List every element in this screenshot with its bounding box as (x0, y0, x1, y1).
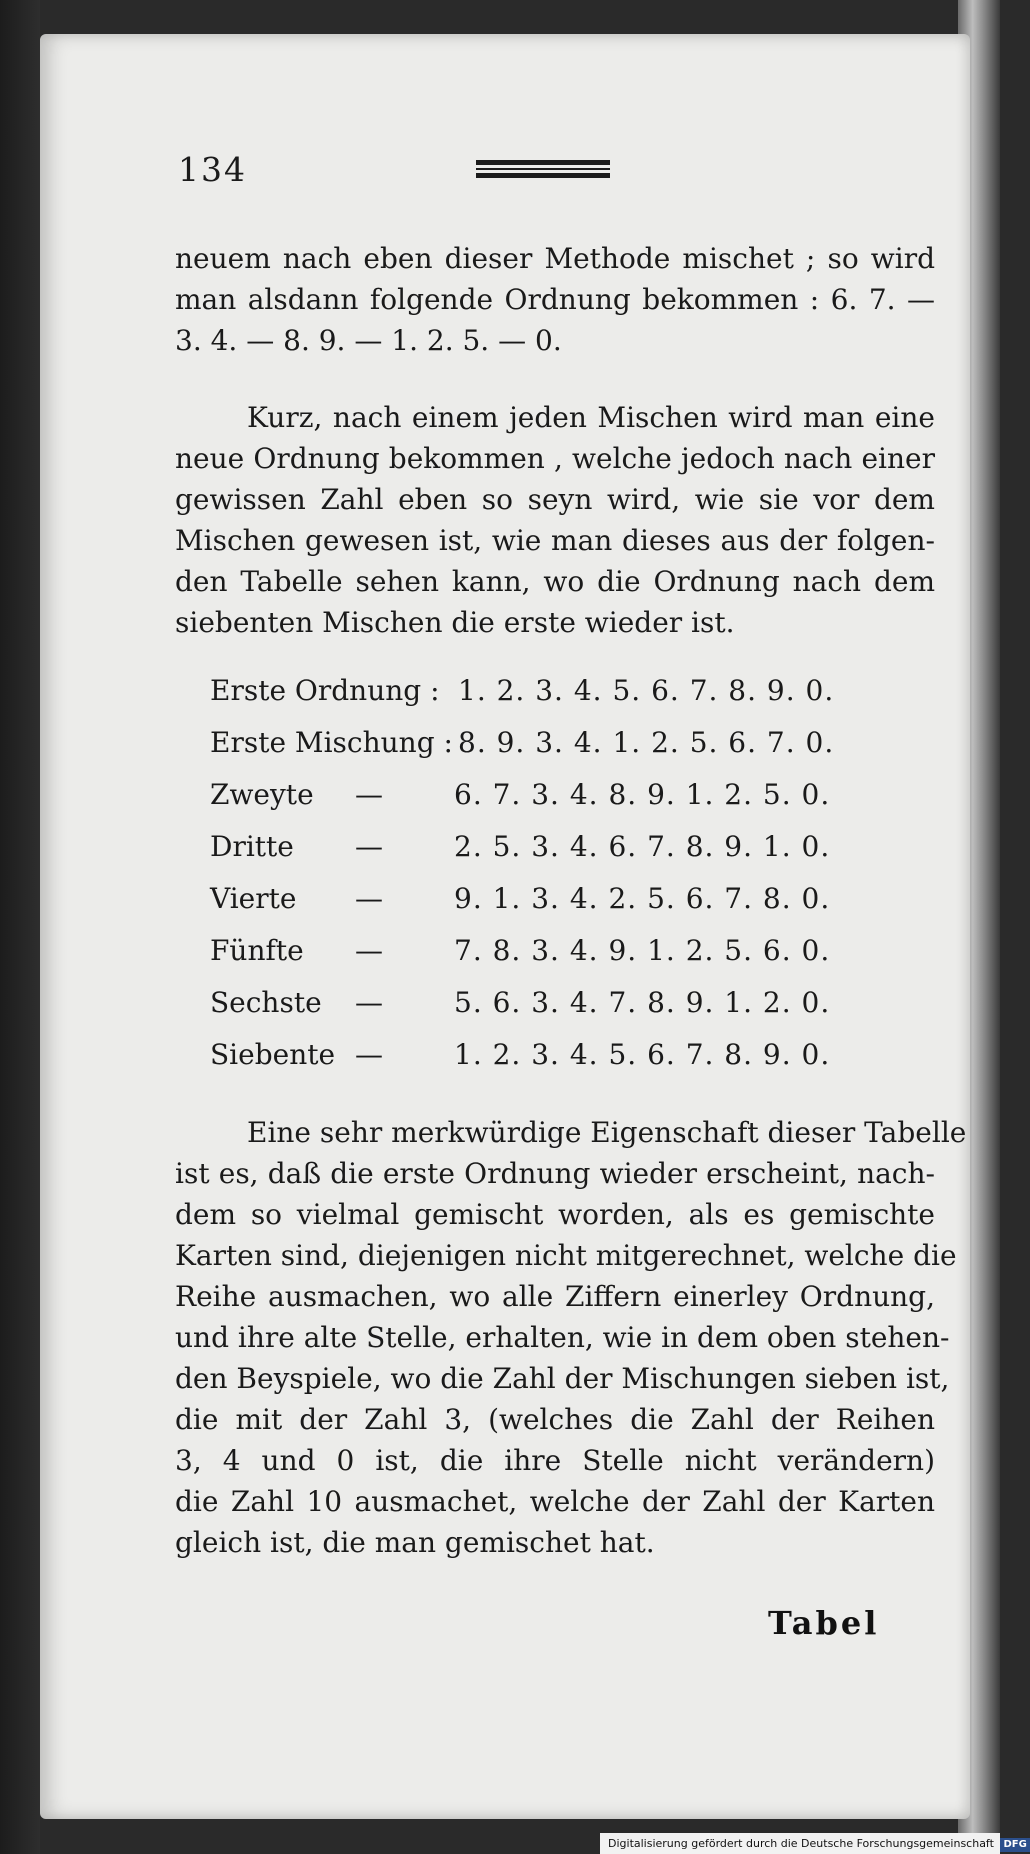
table-row (210, 1038, 940, 1090)
row-sequence: 5. 6. 3. 4. 7. 8. 9. 1. 2. 0. (454, 986, 831, 1019)
digitization-footer (600, 1833, 1027, 1854)
shuffle-table (210, 674, 940, 1090)
row-dash: — (355, 934, 383, 967)
text-line: Mischen gewesen ist, wie man dieses aus der folgen- (175, 524, 935, 557)
table-row (210, 934, 940, 986)
text-line: man alsdann folgende Ordnung bekommen : 6. 7. — (175, 283, 935, 316)
row-label: Siebente (210, 1038, 336, 1071)
dfg-logo: DFG (1000, 1838, 1029, 1852)
table-row (210, 830, 940, 882)
text-line: Kurz, nach einem jeden Mischen wird man eine (247, 401, 935, 434)
table-row (210, 882, 940, 934)
paragraph-3 (175, 1112, 967, 1563)
text-line: 3. 4. — 8. 9. — 1. 2. 5. — 0. (175, 324, 562, 357)
text-line: und ihre alte Stelle, erhalten, wie in dem oben stehen- (175, 1321, 950, 1354)
text-line: die mit der Zahl 3, (welches die Zahl der Reihen (175, 1403, 935, 1436)
footer-text: Digitalisierung gefördert durch die Deutsche Forschungsgemeinschaft (608, 1837, 994, 1850)
text-line: siebenten Mischen die erste wieder ist. (175, 606, 735, 639)
row-sequence: 1. 2. 3. 4. 5. 6. 7. 8. 9. 0. (458, 674, 835, 707)
row-sequence: 7. 8. 3. 4. 9. 1. 2. 5. 6. 0. (454, 934, 831, 967)
row-label: Zweyte (210, 778, 314, 811)
row-dash: — (355, 830, 383, 863)
row-label: Sechste (210, 986, 322, 1019)
text-line: den Tabelle sehen kann, wo die Ordnung nach dem (175, 565, 935, 598)
row-label: Erste Ordnung : (210, 674, 440, 707)
row-label: Fünfte (210, 934, 304, 967)
table-row (210, 726, 940, 778)
text-line: den Beyspiele, wo die Zahl der Mischungen sieben ist, (175, 1362, 950, 1395)
text-line: ist es, daß die erste Ordnung wieder erscheint, nach- (175, 1157, 935, 1190)
paragraph-1 (175, 238, 935, 361)
table-row (210, 778, 940, 830)
scan-background-left (0, 0, 40, 1854)
table-row (210, 674, 940, 726)
text-line: 3, 4 und 0 ist, die ihre Stelle nicht verändern) (175, 1444, 935, 1477)
row-label: Erste Mischung : (210, 726, 453, 759)
row-label: Vierte (210, 882, 297, 915)
text-line: Eine sehr merkwürdige Eigenschaft dieser Tabelle (247, 1116, 967, 1149)
text-line: Karten sind, diejenigen nicht mitgerechnet, welche die (175, 1239, 957, 1272)
row-dash: — (355, 882, 383, 915)
row-dash: — (355, 1038, 383, 1071)
row-label: Dritte (210, 830, 294, 863)
row-sequence: 6. 7. 3. 4. 8. 9. 1. 2. 5. 0. (454, 778, 831, 811)
row-sequence: 2. 5. 3. 4. 6. 7. 8. 9. 1. 0. (454, 830, 831, 863)
row-dash: — (355, 986, 383, 1019)
row-dash: — (355, 778, 383, 811)
text-line: dem so vielmal gemischt worden, als es gemischte (175, 1198, 935, 1231)
text-line: Reihe ausmachen, wo alle Ziffern einerley Ordnung, (175, 1280, 935, 1313)
paragraph-2 (175, 397, 935, 643)
catchword: Tabel (768, 1604, 880, 1642)
row-sequence: 8. 9. 3. 4. 1. 2. 5. 6. 7. 0. (458, 726, 835, 759)
text-line: gewissen Zahl eben so seyn wird, wie sie vor dem (175, 483, 935, 516)
table-row (210, 986, 940, 1038)
row-sequence: 9. 1. 3. 4. 2. 5. 6. 7. 8. 0. (454, 882, 831, 915)
text-line: gleich ist, die man gemischet hat. (175, 1526, 655, 1559)
text-line: neue Ordnung bekommen , welche jedoch nach einer (175, 442, 935, 475)
header-rule (476, 160, 610, 178)
row-sequence: 1. 2. 3. 4. 5. 6. 7. 8. 9. 0. (454, 1038, 831, 1071)
page-number: 134 (178, 150, 247, 189)
text-line: neuem nach eben dieser Methode mischet ; so wird (175, 242, 935, 275)
text-line: die Zahl 10 ausmachet, welche der Zahl der Karten (175, 1485, 935, 1518)
